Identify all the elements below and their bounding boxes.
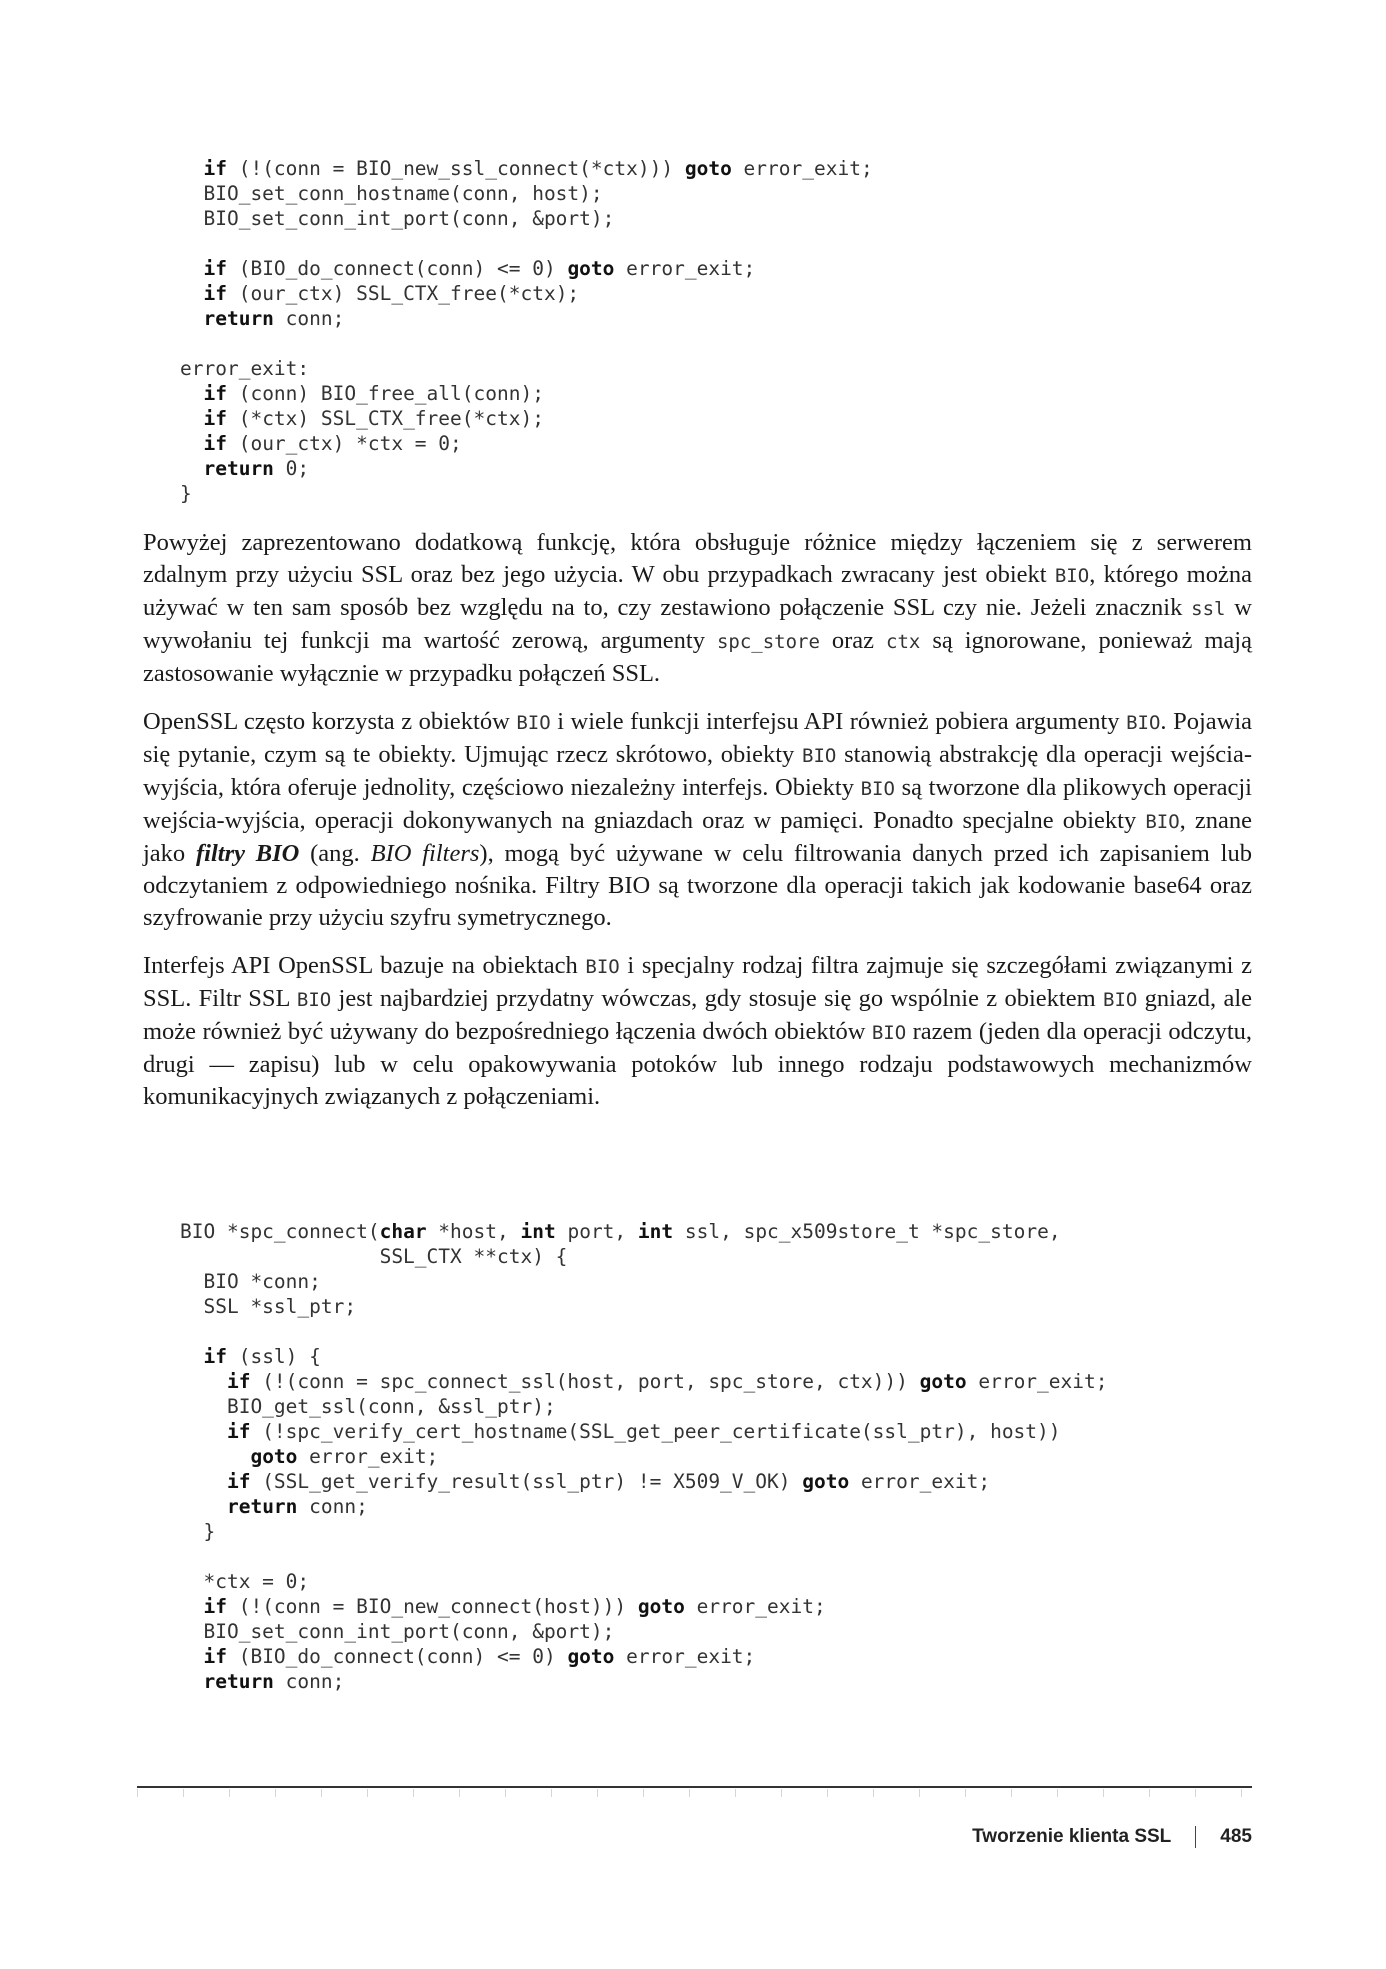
paragraph (143, 527, 1252, 690)
code-keyword: goto (802, 1470, 850, 1493)
page-number: 485 (1220, 1826, 1252, 1847)
paragraph-text: są tworzone dla plikowych operacji wejścia-wyjścia, operacji dokonywanych na gniazdach oraz w pamięci. Ponadto specjalne obiekty (143, 774, 1252, 834)
code-line (180, 157, 873, 180)
defined-term: filtry BIO (195, 840, 300, 867)
code-text: (!(conn = BIO_new_ssl_connect(*ctx))) (226, 157, 685, 180)
code-line (180, 307, 344, 330)
paragraph-text: stanowią abstrakcję dla operacji wejścia-wyjścia, która oferuje jednolity, częściowo niezależny interfejs. Obiekty (143, 741, 1252, 801)
code-text: BIO_set_conn_hostname(conn, host); (180, 182, 603, 205)
code-line (180, 1370, 1108, 1393)
code-line (180, 1270, 321, 1293)
code-text: BIO *conn; (180, 1270, 321, 1293)
code-line (180, 382, 544, 405)
paragraph-text: (ang. (299, 840, 371, 867)
paragraph-text: są ignorowane, ponieważ mają zastosowanie wyłącznie w przypadku połączeń SSL. (143, 627, 1252, 687)
code-text: (ssl) { (226, 1345, 321, 1368)
code-text (180, 1445, 250, 1468)
code-keyword: return (203, 457, 274, 480)
code-line (180, 1470, 990, 1493)
code-text: conn; (273, 1670, 345, 1693)
paragraph-text: ), mogą być używane w celu filtrowania danych przed ich zapisaniem lub odczytaniem z odpowiedniego nośnika. Filtry BIO są tworzone dla operacji takich jak kodowanie base64 oraz szyfrowanie przy użyciu szyfru symetrycznego. (143, 840, 1252, 931)
footer-rule (137, 1786, 1252, 1788)
paragraph-text: Powyżej zaprezentowano dodatkową funkcję, która obsługuje różnice między łączeniem się z serwerem zdalnym przy użyciu SSL oraz bez jego użycia. W obu przypadkach zwracany jest obiekt (143, 529, 1252, 588)
code-text (180, 457, 203, 480)
code-keyword: if (203, 382, 227, 405)
code-text: error_exit; (684, 1595, 826, 1618)
paragraph-text: i wiele funkcji interfejsu API również pobiera argumenty (550, 708, 1127, 735)
paragraph-text: , którego można używać w ten sam sposób bez względu na to, czy zestawiono połączenie SSL czy nie. Jeżeli znacznik (143, 561, 1252, 621)
body-text (143, 527, 1252, 1129)
code-keyword: goto (684, 157, 732, 180)
code-text (180, 1370, 227, 1393)
code-text (180, 257, 203, 280)
code-text: conn; (297, 1495, 368, 1518)
inline-code: BIO (1126, 712, 1161, 734)
code-keyword: return (203, 307, 274, 330)
code-text: BIO_get_ssl(conn, &ssl_ptr); (180, 1395, 556, 1418)
code-text (180, 1595, 203, 1618)
code-line (180, 1245, 567, 1268)
code-block-top (180, 156, 873, 506)
paragraph-text: i specjalny rodzaj filtra zajmuje się szczegółami związanymi z SSL. Filtr SSL (143, 952, 1252, 1012)
code-text: (BIO_do_connect(conn) <= 0) (226, 257, 568, 280)
inline-code: BIO (296, 989, 332, 1011)
inline-code: BIO (585, 956, 620, 978)
code-text: SSL_CTX **ctx) { (180, 1245, 568, 1268)
code-text (180, 1645, 203, 1668)
inline-code: BIO (871, 1022, 907, 1044)
paragraph-text: gniazd, ale może również być używany do bezpośredniego łączenia dwóch obiektów (143, 985, 1253, 1045)
code-keyword: if (203, 257, 227, 280)
code-text: error_exit; (849, 1470, 991, 1493)
paragraph-text: Interfejs API OpenSSL bazuje na obiektach (143, 952, 586, 979)
code-text: error_exit; (614, 1645, 756, 1668)
code-text: (SSL_get_verify_result(ssl_ptr) != X509_V_OK) (250, 1470, 803, 1493)
code-keyword: goto (567, 1645, 615, 1668)
code-text: BIO *spc_connect( (180, 1220, 380, 1243)
code-text: BIO_set_conn_int_port(conn, &port); (180, 1620, 615, 1643)
code-text: *host, (426, 1220, 521, 1243)
code-keyword: if (203, 1345, 227, 1368)
code-text: (our_ctx) SSL_CTX_free(*ctx); (226, 282, 580, 305)
code-keyword: if (203, 432, 227, 455)
code-text: error_exit; (297, 1445, 439, 1468)
code-keyword: if (203, 1645, 227, 1668)
paragraph-text: , znane jako (143, 807, 1253, 867)
code-text: (!spc_verify_cert_hostname(SSL_get_peer_certificate(ssl_ptr), host)) (250, 1420, 1061, 1443)
code-text: error_exit; (966, 1370, 1108, 1393)
code-keyword: int (520, 1220, 556, 1243)
paragraph-text: razem (jeden dla operacji odczytu, drugi — zapisu) lub w celu opakowywania potoków lub innego rodzaju podstawowych mechanizmów komunikacyjnych związanych z połączeniami. (143, 1018, 1252, 1110)
paragraph (143, 706, 1252, 934)
code-text (180, 432, 203, 455)
code-text: (our_ctx) *ctx = 0; (226, 432, 462, 455)
paragraph (143, 950, 1252, 1113)
code-keyword: if (203, 407, 227, 430)
code-text (180, 282, 203, 305)
code-line (180, 257, 755, 280)
paragraph-text: OpenSSL często korzysta z obiektów (143, 708, 517, 735)
code-text: error_exit; (614, 257, 756, 280)
code-text (180, 307, 203, 330)
code-line (180, 1670, 344, 1693)
code-text (180, 382, 203, 405)
code-keyword: goto (919, 1370, 967, 1393)
code-text (180, 1470, 227, 1493)
code-line (180, 182, 603, 205)
paragraph-text: w wywołaniu tej funkcji ma wartość zerową, argumenty (143, 594, 1252, 654)
code-text: } (180, 1520, 216, 1543)
footer-separator (1195, 1826, 1196, 1848)
code-keyword: if (203, 1595, 227, 1618)
code-keyword: if (203, 157, 227, 180)
inline-code: BIO (1145, 811, 1180, 833)
code-keyword: int (637, 1220, 674, 1243)
inline-code: BIO (1103, 989, 1138, 1011)
inline-code: BIO (860, 778, 895, 800)
code-line (180, 1595, 826, 1618)
code-line (180, 1220, 1061, 1243)
code-line (180, 1420, 1061, 1443)
code-text: } (180, 482, 192, 505)
code-line (180, 357, 309, 380)
code-keyword: return (203, 1670, 274, 1693)
code-keyword: goto (567, 257, 615, 280)
code-text: error_exit; (731, 157, 873, 180)
code-keyword: if (226, 1420, 251, 1443)
code-text: port, (555, 1220, 638, 1243)
code-text: *ctx = 0; (180, 1570, 310, 1593)
code-line (180, 407, 544, 430)
inline-code: spc_store (716, 631, 820, 653)
code-block-spc-connect (180, 1219, 1108, 1694)
code-text (180, 1495, 227, 1518)
code-text: (*ctx) SSL_CTX_free(*ctx); (226, 407, 544, 430)
code-line (180, 1620, 614, 1643)
code-keyword: char (379, 1220, 427, 1243)
code-line (180, 282, 579, 305)
paragraph-text: . Pojawia się pytanie, czym są te obiekty. Ujmując rzecz skrótowo, obiekty (143, 708, 1252, 768)
code-line (180, 1520, 215, 1543)
code-line (180, 1345, 321, 1368)
code-text: error_exit: (180, 357, 310, 380)
code-text: 0; (273, 457, 310, 480)
code-line (180, 1570, 309, 1593)
code-keyword: goto (637, 1595, 685, 1618)
code-text: (!(conn = spc_connect_ssl(host, port, spc_store, ctx))) (250, 1370, 920, 1393)
code-text: (conn) BIO_free_all(conn); (226, 382, 544, 405)
code-text: conn; (273, 307, 345, 330)
inline-code: BIO (1054, 565, 1090, 587)
inline-code: BIO (516, 712, 551, 734)
code-line (180, 1395, 556, 1418)
footer-rule-ticks (137, 1789, 1252, 1797)
code-text: ssl, spc_x509store_t *spc_store, (673, 1220, 1061, 1243)
page-footer (972, 1826, 1252, 1848)
code-keyword: goto (250, 1445, 298, 1468)
running-title: Tworzenie klienta SSL (972, 1826, 1172, 1847)
code-text: SSL *ssl_ptr; (180, 1295, 357, 1318)
code-keyword: if (226, 1470, 251, 1493)
code-keyword: if (226, 1370, 251, 1393)
code-line (180, 1295, 356, 1318)
code-text: BIO_set_conn_int_port(conn, &port); (180, 207, 615, 230)
code-line (180, 482, 192, 505)
code-text (180, 157, 203, 180)
code-line (180, 457, 309, 480)
code-line (180, 432, 462, 455)
code-keyword: return (226, 1495, 298, 1518)
code-keyword: if (203, 282, 227, 305)
emphasis: BIO filters (370, 840, 480, 867)
paragraph-text: jest najbardziej przydatny wówczas, gdy stosuje się go wspólnie z obiektem (331, 985, 1104, 1012)
code-text: (BIO_do_connect(conn) <= 0) (226, 1645, 568, 1668)
code-text (180, 407, 203, 430)
code-line (180, 1495, 368, 1518)
code-line (180, 1445, 438, 1468)
code-line (180, 1645, 755, 1668)
code-text: (!(conn = BIO_new_connect(host))) (226, 1595, 638, 1618)
inline-code: ssl (1191, 598, 1226, 620)
paragraph-text: oraz (819, 627, 887, 654)
code-text (180, 1420, 227, 1443)
inline-code: BIO (802, 745, 837, 767)
inline-code: ctx (886, 631, 921, 653)
code-text (180, 1670, 203, 1693)
code-line (180, 207, 614, 230)
code-text (180, 1345, 203, 1368)
